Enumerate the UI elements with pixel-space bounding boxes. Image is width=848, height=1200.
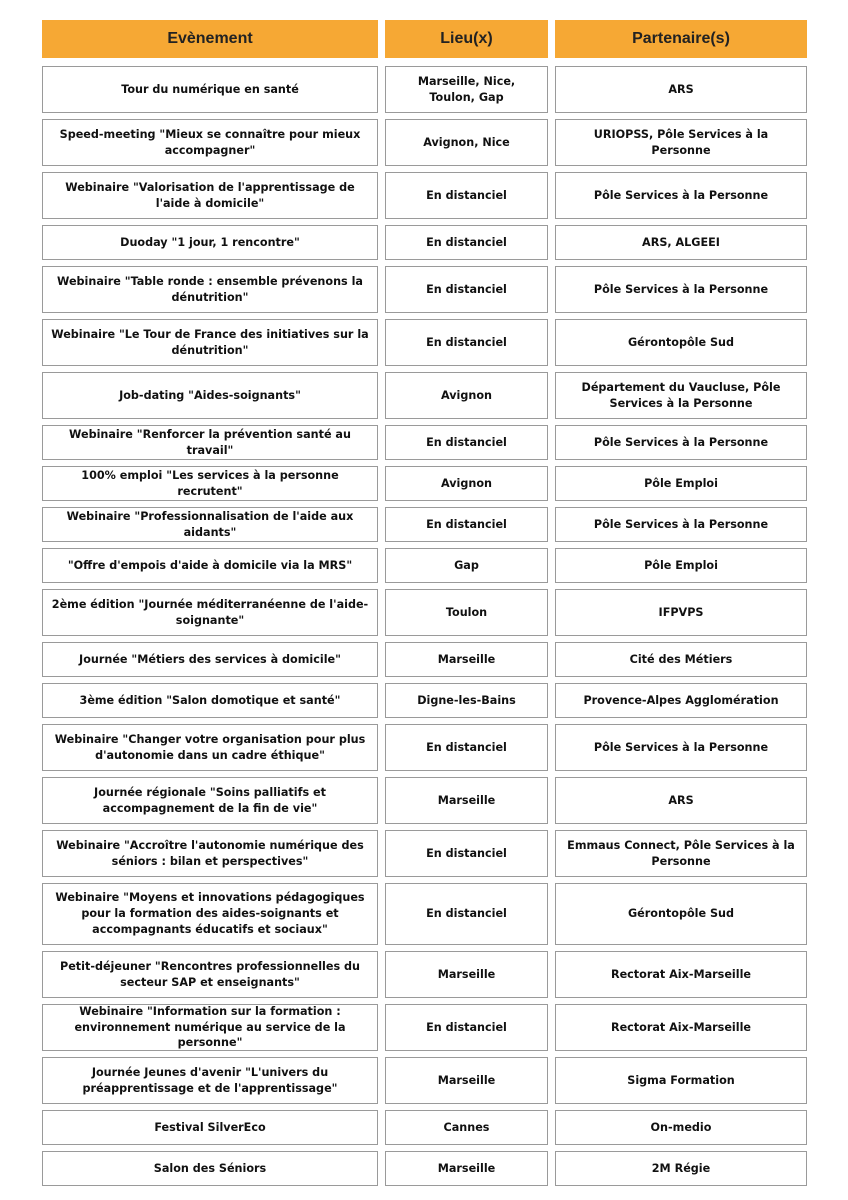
partners-cell: Pôle Emploi xyxy=(555,466,807,501)
place-cell: Avignon xyxy=(385,372,548,419)
place-cell: Marseille xyxy=(385,642,548,677)
place-cell: En distanciel xyxy=(385,319,548,366)
event-cell: Webinaire "Moyens et innovations pédagogiques pour la formation des aides-soignants et accompagnants éducatifs et sociaux" xyxy=(42,883,378,945)
events-table xyxy=(42,20,807,1192)
place-cell: En distanciel xyxy=(385,225,548,260)
event-cell: Webinaire "Changer votre organisation pour plus d'autonomie dans un cadre éthique" xyxy=(42,724,378,771)
place-cell: Toulon xyxy=(385,589,548,636)
event-cell: Job-dating "Aides-soignants" xyxy=(42,372,378,419)
place-cell: En distanciel xyxy=(385,883,548,945)
event-cell: Speed-meeting "Mieux se connaître pour mieux accompagner" xyxy=(42,119,378,166)
partners-cell: Pôle Emploi xyxy=(555,548,807,583)
place-cell: Cannes xyxy=(385,1110,548,1145)
partners-cell: Pôle Services à la Personne xyxy=(555,266,807,313)
header-place: Lieu(x) xyxy=(385,20,548,58)
event-cell: Webinaire "Professionnalisation de l'aide aux aidants" xyxy=(42,507,378,542)
event-cell: Journée "Métiers des services à domicile" xyxy=(42,642,378,677)
event-cell: Webinaire "Accroître l'autonomie numérique des séniors : bilan et perspectives" xyxy=(42,830,378,877)
place-cell: En distanciel xyxy=(385,724,548,771)
header-event: Evènement xyxy=(42,20,378,58)
partners-cell: Département du Vaucluse, Pôle Services à la Personne xyxy=(555,372,807,419)
place-cell: En distanciel xyxy=(385,172,548,219)
partners-cell: 2M Régie xyxy=(555,1151,807,1186)
place-cell: Avignon, Nice xyxy=(385,119,548,166)
event-cell: Webinaire "Information sur la formation : environnement numérique au service de la personne" xyxy=(42,1004,378,1051)
partners-cell: URIOPSS, Pôle Services à la Personne xyxy=(555,119,807,166)
partners-cell: Gérontopôle Sud xyxy=(555,883,807,945)
event-cell: Webinaire "Le Tour de France des initiatives sur la dénutrition" xyxy=(42,319,378,366)
event-cell: Webinaire "Table ronde : ensemble prévenons la dénutrition" xyxy=(42,266,378,313)
partners-cell: Cité des Métiers xyxy=(555,642,807,677)
event-cell: Webinaire "Renforcer la prévention santé au travail" xyxy=(42,425,378,460)
partners-cell: Sigma Formation xyxy=(555,1057,807,1104)
partners-cell: Pôle Services à la Personne xyxy=(555,724,807,771)
event-cell: Duoday "1 jour, 1 rencontre" xyxy=(42,225,378,260)
partners-cell: ARS, ALGEEI xyxy=(555,225,807,260)
partners-cell: ARS xyxy=(555,777,807,824)
place-cell: Gap xyxy=(385,548,548,583)
event-cell: Tour du numérique en santé xyxy=(42,66,378,113)
partners-cell: Pôle Services à la Personne xyxy=(555,507,807,542)
place-cell: Marseille xyxy=(385,777,548,824)
event-cell: 100% emploi "Les services à la personne recrutent" xyxy=(42,466,378,501)
header-partners: Partenaire(s) xyxy=(555,20,807,58)
event-cell: 3ème édition "Salon domotique et santé" xyxy=(42,683,378,718)
place-cell: En distanciel xyxy=(385,266,548,313)
partners-cell: Provence-Alpes Agglomération xyxy=(555,683,807,718)
place-cell: Marseille xyxy=(385,1057,548,1104)
event-cell: Journée régionale "Soins palliatifs et accompagnement de la fin de vie" xyxy=(42,777,378,824)
place-cell: En distanciel xyxy=(385,1004,548,1051)
event-cell: Journée Jeunes d'avenir "L'univers du préapprentissage et de l'apprentissage" xyxy=(42,1057,378,1104)
place-cell: Avignon xyxy=(385,466,548,501)
partners-cell: Pôle Services à la Personne xyxy=(555,425,807,460)
partners-cell: Rectorat Aix-Marseille xyxy=(555,1004,807,1051)
event-cell: "Offre d'empois d'aide à domicile via la MRS" xyxy=(42,548,378,583)
place-cell: En distanciel xyxy=(385,830,548,877)
partners-cell: Rectorat Aix-Marseille xyxy=(555,951,807,998)
partners-cell: Emmaus Connect, Pôle Services à la Personne xyxy=(555,830,807,877)
partners-cell: IFPVPS xyxy=(555,589,807,636)
place-cell: En distanciel xyxy=(385,507,548,542)
place-cell: En distanciel xyxy=(385,425,548,460)
event-cell: Salon des Séniors xyxy=(42,1151,378,1186)
event-cell: Webinaire "Valorisation de l'apprentissage de l'aide à domicile" xyxy=(42,172,378,219)
partners-cell: ARS xyxy=(555,66,807,113)
partners-cell: Pôle Services à la Personne xyxy=(555,172,807,219)
event-cell: 2ème édition "Journée méditerranéenne de l'aide-soignante" xyxy=(42,589,378,636)
partners-cell: On-medio xyxy=(555,1110,807,1145)
place-cell: Marseille, Nice, Toulon, Gap xyxy=(385,66,548,113)
place-cell: Marseille xyxy=(385,1151,548,1186)
place-cell: Marseille xyxy=(385,951,548,998)
event-cell: Festival SilverEco xyxy=(42,1110,378,1145)
event-cell: Petit-déjeuner "Rencontres professionnelles du secteur SAP et enseignants" xyxy=(42,951,378,998)
place-cell: Digne-les-Bains xyxy=(385,683,548,718)
partners-cell: Gérontopôle Sud xyxy=(555,319,807,366)
